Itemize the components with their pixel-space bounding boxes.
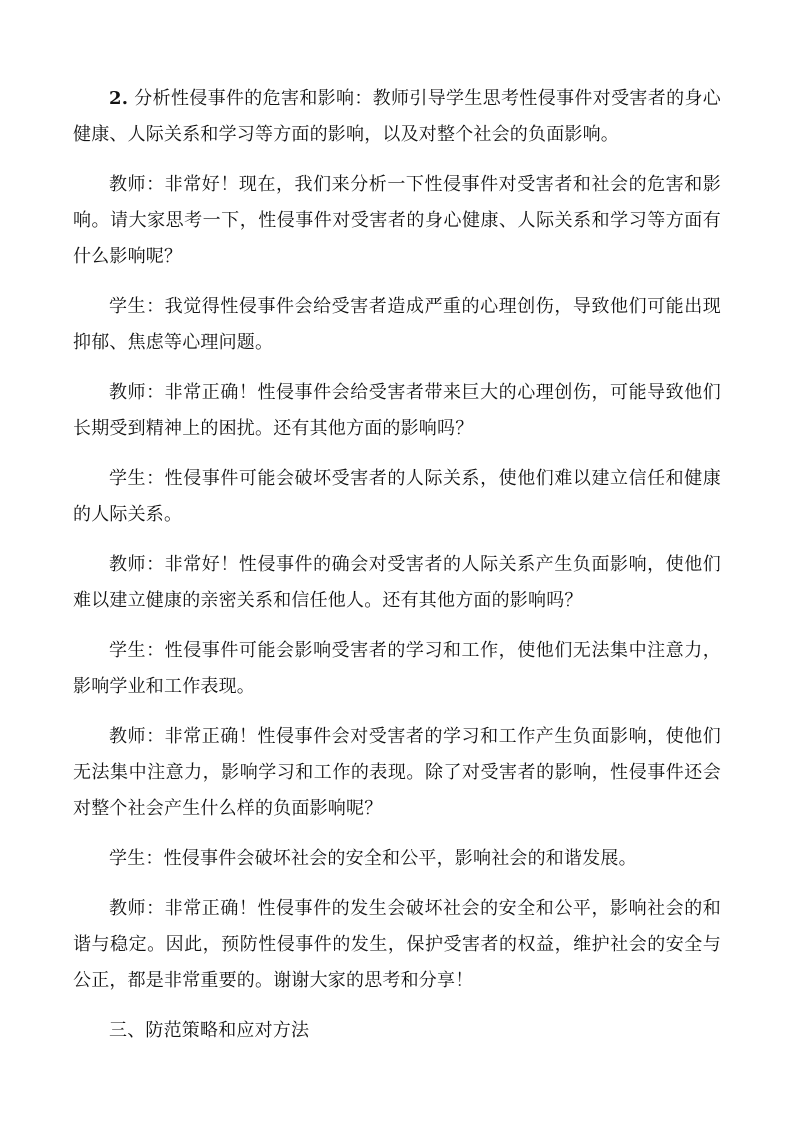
- paragraph-text: 分析性侵事件的危害和影响：教师引导学生思考性侵事件对受害者的身心健康、人际关系和学习等方面的影响，以及对整个社会的负面影响。: [73, 88, 721, 145]
- paragraph-student-3: 学生：性侵事件可能会影响受害者的学习和工作，使他们无法集中注意力，影响学业和工作表现。: [73, 640, 721, 697]
- paragraph-student-1: 学生：我觉得性侵事件会给受害者造成严重的心理创伤，导致他们可能出现抑郁、焦虑等心理问题。: [73, 296, 721, 353]
- paragraph-teacher-4: 教师：非常正确！性侵事件会对受害者的学习和工作产生负面影响，使他们无法集中注意力，影响学习和工作的表现。除了对受害者的影响，性侵事件还会对整个社会产生什么样的负面影响呢？: [73, 726, 721, 819]
- section-number: 2.: [109, 88, 129, 109]
- paragraph-teacher-2: 教师：非常正确！性侵事件会给受害者带来巨大的心理创伤，可能导致他们长期受到精神上的困扰。还有其他方面的影响吗？: [73, 382, 721, 439]
- paragraph-teacher-1: 教师：非常好！现在，我们来分析一下性侵事件对受害者和社会的危害和影响。请大家思考一下，性侵事件对受害者的身心健康、人际关系和学习等方面有什么影响呢？: [73, 174, 721, 267]
- paragraph-student-4: 学生：性侵事件会破坏社会的安全和公平，影响社会的和谐发展。: [109, 848, 637, 869]
- paragraph-teacher-5: 教师：非常正确！性侵事件的发生会破坏社会的安全和公平，影响社会的和谐与稳定。因此，预防性侵事件的发生，保护受害者的权益，维护社会的安全与公正，都是非常重要的。谢谢大家的思考和分享！: [73, 898, 721, 991]
- paragraph-section-heading-2: [73, 81, 721, 153]
- paragraph-teacher-3: 教师：非常好！性侵事件的确会对受害者的人际关系产生负面影响，使他们难以建立健康的亲密关系和信任他人。还有其他方面的影响吗？: [73, 554, 721, 611]
- document-body: [73, 81, 721, 1063]
- paragraph-student-2: 学生：性侵事件可能会破坏受害者的人际关系，使他们难以建立信任和健康的人际关系。: [73, 468, 721, 525]
- section-heading-3: 三、防范策略和应对方法: [109, 1020, 310, 1041]
